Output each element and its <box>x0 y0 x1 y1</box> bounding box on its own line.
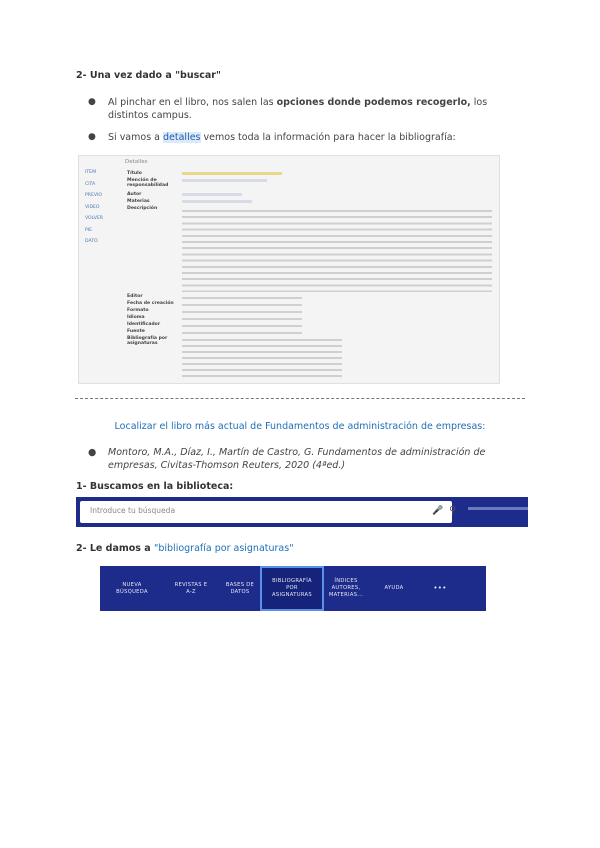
detail-label: Descripción <box>127 206 158 211</box>
side-link[interactable]: VIDEO <box>85 204 100 210</box>
step-heading-prefix: 2- Una vez dado a <box>76 70 176 81</box>
step-heading-library: 1- Buscamos en la biblioteca: <box>76 481 234 492</box>
bullet-text: Si vamos a <box>108 132 164 143</box>
bullet-text-end: los distintos campus. <box>108 97 488 121</box>
blurred-value <box>182 200 252 203</box>
details-side-links <box>85 170 103 251</box>
detail-label: Bibliografía por asignaturas <box>127 336 168 346</box>
blurred-value <box>182 193 242 196</box>
step-heading-bibliografia <box>76 543 294 554</box>
detail-label: Título <box>127 171 142 176</box>
locate-book-title: Localizar el libro más actual de Fundamentos de administración de empresas: <box>114 421 486 432</box>
nav-bibliografia-asignaturas[interactable]: BIBLIOGRAFÍA POR ASIGNATURAS <box>260 566 324 611</box>
side-link[interactable]: ITEM <box>85 170 97 175</box>
nav-revistas[interactable]: REVISTAS E A-Z <box>174 581 208 595</box>
search-input[interactable] <box>80 501 457 523</box>
detail-label: Identificador <box>127 322 161 327</box>
bullet-icon: ● <box>88 447 97 458</box>
library-search-bar <box>76 497 528 527</box>
step-heading-quoted: "buscar" <box>175 70 221 81</box>
side-link[interactable]: CITA <box>85 181 96 187</box>
bullet-icon: ● <box>88 132 96 142</box>
blurred-value <box>182 179 267 182</box>
nav-ayuda[interactable]: AYUDA <box>384 585 404 591</box>
microphone-icon[interactable]: 🎤 <box>432 506 444 516</box>
side-link[interactable]: PREVIO <box>85 193 102 198</box>
search-icon[interactable]: ⚲ <box>449 505 457 516</box>
detalles-link[interactable]: detalles <box>163 132 201 143</box>
search-options-text[interactable] <box>468 507 528 510</box>
dashed-separator <box>75 398 525 399</box>
blurred-description <box>182 208 492 292</box>
detail-label: Fuente <box>127 329 145 334</box>
nav-nueva-busqueda[interactable]: NUEVA BÚSQUEDA <box>116 581 148 595</box>
nav-more-icon[interactable]: ••• <box>433 584 447 592</box>
detail-label: Fecha de creación <box>127 301 174 306</box>
detail-label: Mención de responsabilidad <box>127 178 169 188</box>
side-link[interactable]: DATO <box>85 239 98 244</box>
detail-label: Materias <box>127 199 150 204</box>
citation-text: Montoro, M.A., Díaz, I., Martín de Castro, G. Fundamentos de administración de empresas, Civitas-Thomson Reuters, 2020 (4ªed.) <box>108 447 486 471</box>
side-link[interactable]: PIE <box>85 227 93 233</box>
bibliografia-link[interactable]: "bibliografía por asignaturas" <box>153 543 294 554</box>
bullet-text-end: vemos toda la información para hacer la bibliografía: <box>200 132 456 143</box>
detail-label: Formato <box>127 308 149 313</box>
nav-indices[interactable]: ÍNDICES AUTORES, MATERIAS... <box>328 578 364 598</box>
details-screenshot <box>78 155 500 384</box>
library-nav-bar <box>100 566 486 611</box>
details-title: Detalles <box>125 159 148 165</box>
bullet-text: Al pinchar en el libro, nos salen las <box>108 97 277 108</box>
step-heading-prefix: 2- Le damos a <box>76 543 154 554</box>
bullet-icon: ● <box>88 97 96 107</box>
blurred-values <box>182 295 302 336</box>
nav-bases-datos[interactable]: BASES DE DATOS <box>225 581 255 595</box>
bullet-bold-text: opciones donde podemos recogerlo, <box>276 97 471 108</box>
blurred-bibliography <box>182 337 342 381</box>
search-placeholder: Introduce tu búsqueda <box>90 506 176 515</box>
detail-label: Editor <box>127 294 143 299</box>
blurred-value <box>182 172 282 175</box>
side-link[interactable]: VOLVER <box>85 216 103 221</box>
detail-label: Autor <box>127 192 142 197</box>
step-heading-buscar <box>76 70 221 81</box>
detail-label: Idioma <box>127 315 145 320</box>
